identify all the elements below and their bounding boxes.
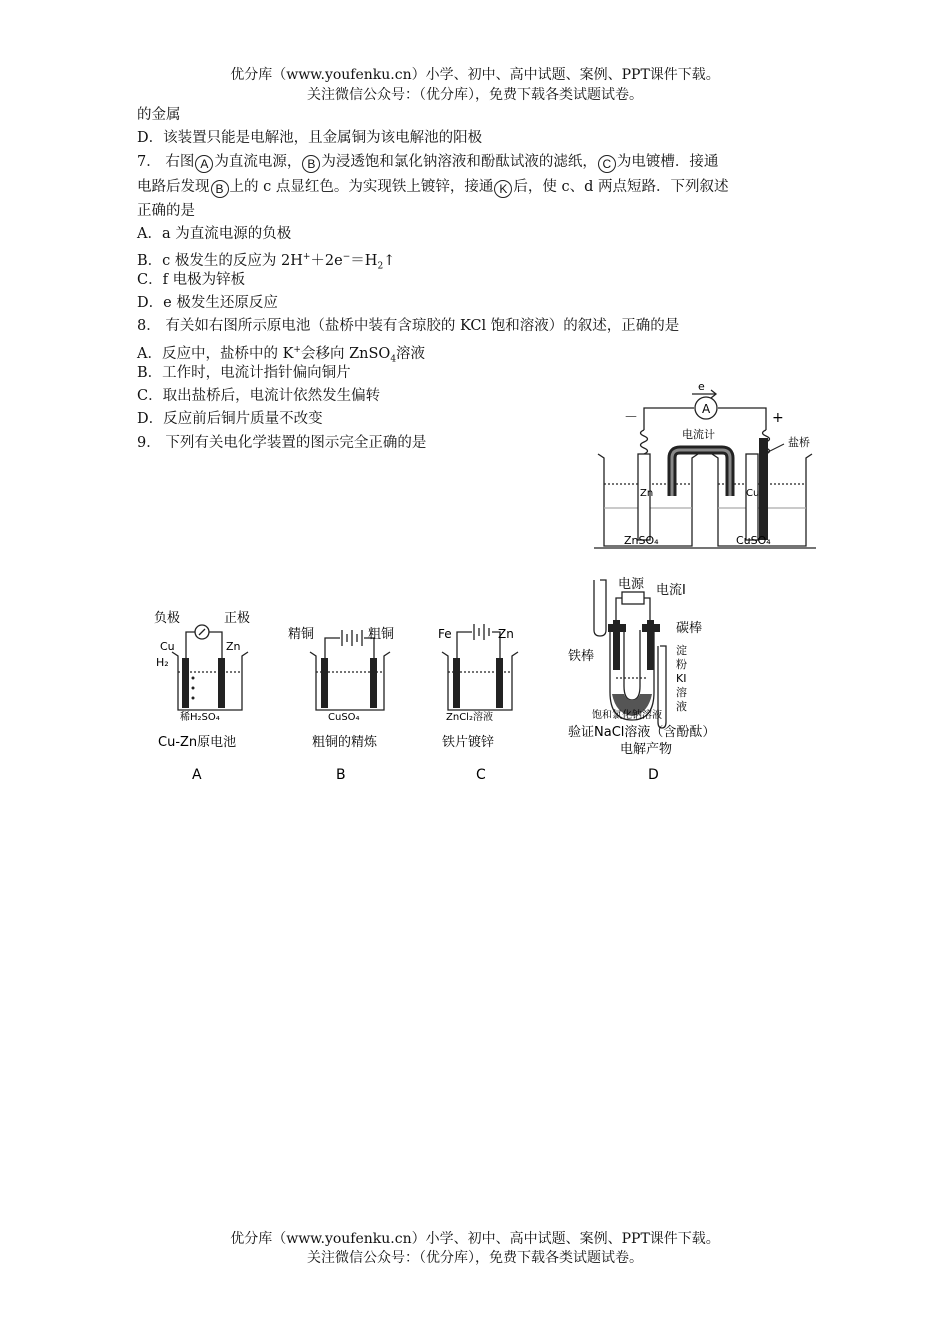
q7-text: 后，使 c、d 两点短路．下列叙述 — [513, 179, 729, 195]
q7-stem-line-3: 正确的是 — [137, 203, 195, 219]
h2-label: H₂ — [156, 656, 169, 669]
q8-option-c: C．取出盐桥后，电流计依然发生偏转 — [137, 388, 381, 404]
apparatus-a — [154, 610, 250, 783]
option-letter-c: C — [476, 767, 486, 783]
q9-stem: 9． 下列有关电化学装置的图示完全正确的是 — [137, 435, 427, 451]
circled-k-icon: K — [494, 180, 512, 198]
q7b-text: ↑ — [383, 252, 396, 269]
starch-ki-label: KI — [676, 672, 687, 685]
pure-copper-label: 精铜 — [288, 627, 315, 642]
q8a-text: 会移向 ZnSO — [300, 345, 391, 362]
q6-option-d: D．该装置只能是电解池，且金属铜为该电解池的阳极 — [137, 130, 483, 146]
q8a-text: 溶液 — [396, 345, 426, 362]
q8-option-d: D．反应前后铜片质量不改变 — [137, 411, 323, 427]
q7-text: 为直流电源， — [214, 154, 302, 170]
ammeter-label: A — [702, 402, 711, 416]
electron-label: e — [698, 380, 705, 393]
q8a-text: A．反应中，盐桥中的 K — [137, 345, 294, 362]
zncl2-label: ZnCl₂溶液 — [446, 712, 493, 723]
q7-text: 上的 c 点显红色。为实现铁上镀锌，接通 — [229, 179, 494, 195]
power-label: 电源 — [618, 577, 645, 592]
plus-sign: + — [772, 410, 784, 426]
footer-line-2: 关注微信公众号：（优分库），免费下载各类试题试卷。 — [307, 1250, 643, 1266]
negative-pole-label: 负极 — [154, 611, 181, 626]
cu-label: Cu — [160, 640, 175, 653]
q8-option-b: B．工作时，电流计指针偏向铜片 — [137, 365, 351, 381]
q7b-text: ＋2e — [310, 252, 343, 269]
apparatus-b — [288, 626, 394, 783]
option-letter-a: A — [192, 767, 202, 783]
q7b-text: B．c 极发生的反应为 2H — [137, 252, 303, 269]
caption-d-line-1: 验证NaCl溶液（含酚酞） — [568, 725, 716, 740]
zn-label: Zn — [498, 627, 514, 641]
left-solution-label: ZnSO₄ — [624, 534, 659, 547]
caption-a: Cu-Zn原电池 — [158, 735, 237, 750]
crude-copper-label: 粗铜 — [368, 627, 395, 642]
circled-c-icon: C — [598, 155, 616, 173]
option-letter-b: B — [336, 767, 346, 783]
nacl-solution-label: 饱和氯化钠溶液 — [592, 710, 662, 721]
acid-label: 稀H₂SO₄ — [180, 712, 220, 723]
q7b-text: ＝H — [350, 252, 378, 269]
circled-a-icon: A — [195, 155, 213, 173]
q7-option-b: B．c 极发生的反应为 $2H^++2e^-=H_2↑$ — [137, 252, 396, 272]
iron-rod-label: 铁棒 — [568, 649, 595, 664]
q7-text: 为浸透饱和氯化钠溶液和酚酞试液的滤纸， — [321, 154, 597, 170]
q7-stem-line-2 — [137, 177, 728, 198]
starch-ki-label: 粉 — [676, 658, 687, 671]
header-line-1: 优分库（www.youfenku.cn）小学、初中、高中试题、案例、PPT课件下载。 — [230, 67, 720, 83]
current-label: 电流I — [656, 583, 686, 598]
q7-option-c: C．f 电极为锌板 — [137, 272, 246, 288]
q8-option-a: A．反应中，盐桥中的 K+会移向 ZnSO$_4$溶液 — [137, 345, 426, 365]
footer-line-1: 优分库（www.youfenku.cn）小学、初中、高中试题、案例、PPT课件下载。 — [230, 1231, 720, 1247]
apparatus-d — [568, 576, 715, 783]
cuso4-label: CuSO₄ — [328, 712, 360, 723]
galvanometer-label: 电流计 — [682, 428, 715, 441]
text-continuation: 的金属 — [137, 107, 181, 123]
caption-b: 粗铜的精炼 — [312, 735, 378, 750]
salt-bridge-label: 盐桥 — [788, 436, 810, 449]
q7-text: 为电镀槽．接通 — [616, 154, 719, 170]
starch-ki-label: 溶 — [676, 686, 687, 699]
apparatus-options-figure — [130, 574, 800, 786]
cu-electrode-label: Cu — [746, 488, 760, 499]
header-line-2: 关注微信公众号：（优分库），免费下载各类试题试卷。 — [307, 87, 643, 103]
q7-text: 7． 右图 — [137, 154, 195, 170]
zn-electrode-label: Zn — [640, 488, 654, 499]
q7-option-a: A．a 为直流电源的负极 — [137, 226, 292, 242]
q8-stem: 8． 有关如右图所示原电池（盐桥中装有含琼胶的 KCl 饱和溶液）的叙述，正确的是 — [137, 318, 680, 334]
carbon-rod-label: 碳棒 — [676, 621, 703, 636]
fe-label: Fe — [438, 627, 452, 641]
q7-option-d: D．e 极发生还原反应 — [137, 295, 278, 311]
starch-ki-label: 液 — [676, 700, 687, 713]
galvanic-cell-figure — [594, 376, 816, 552]
option-letter-d: D — [648, 767, 659, 783]
caption-c: 铁片镀锌 — [442, 735, 495, 750]
starch-ki-label: 淀 — [676, 644, 687, 657]
q7-text: 电路后发现 — [137, 179, 210, 195]
apparatus-c — [438, 624, 518, 783]
caption-d-line-2: 电解产物 — [620, 742, 673, 757]
right-solution-label: CuSO₄ — [736, 534, 771, 547]
q7-stem-line-1 — [137, 152, 718, 173]
zn-label: Zn — [226, 640, 241, 653]
positive-pole-label: 正极 — [224, 611, 251, 626]
circled-b-icon: B — [211, 180, 229, 198]
minus-sign: － — [624, 410, 638, 426]
circled-b-icon: B — [302, 155, 320, 173]
